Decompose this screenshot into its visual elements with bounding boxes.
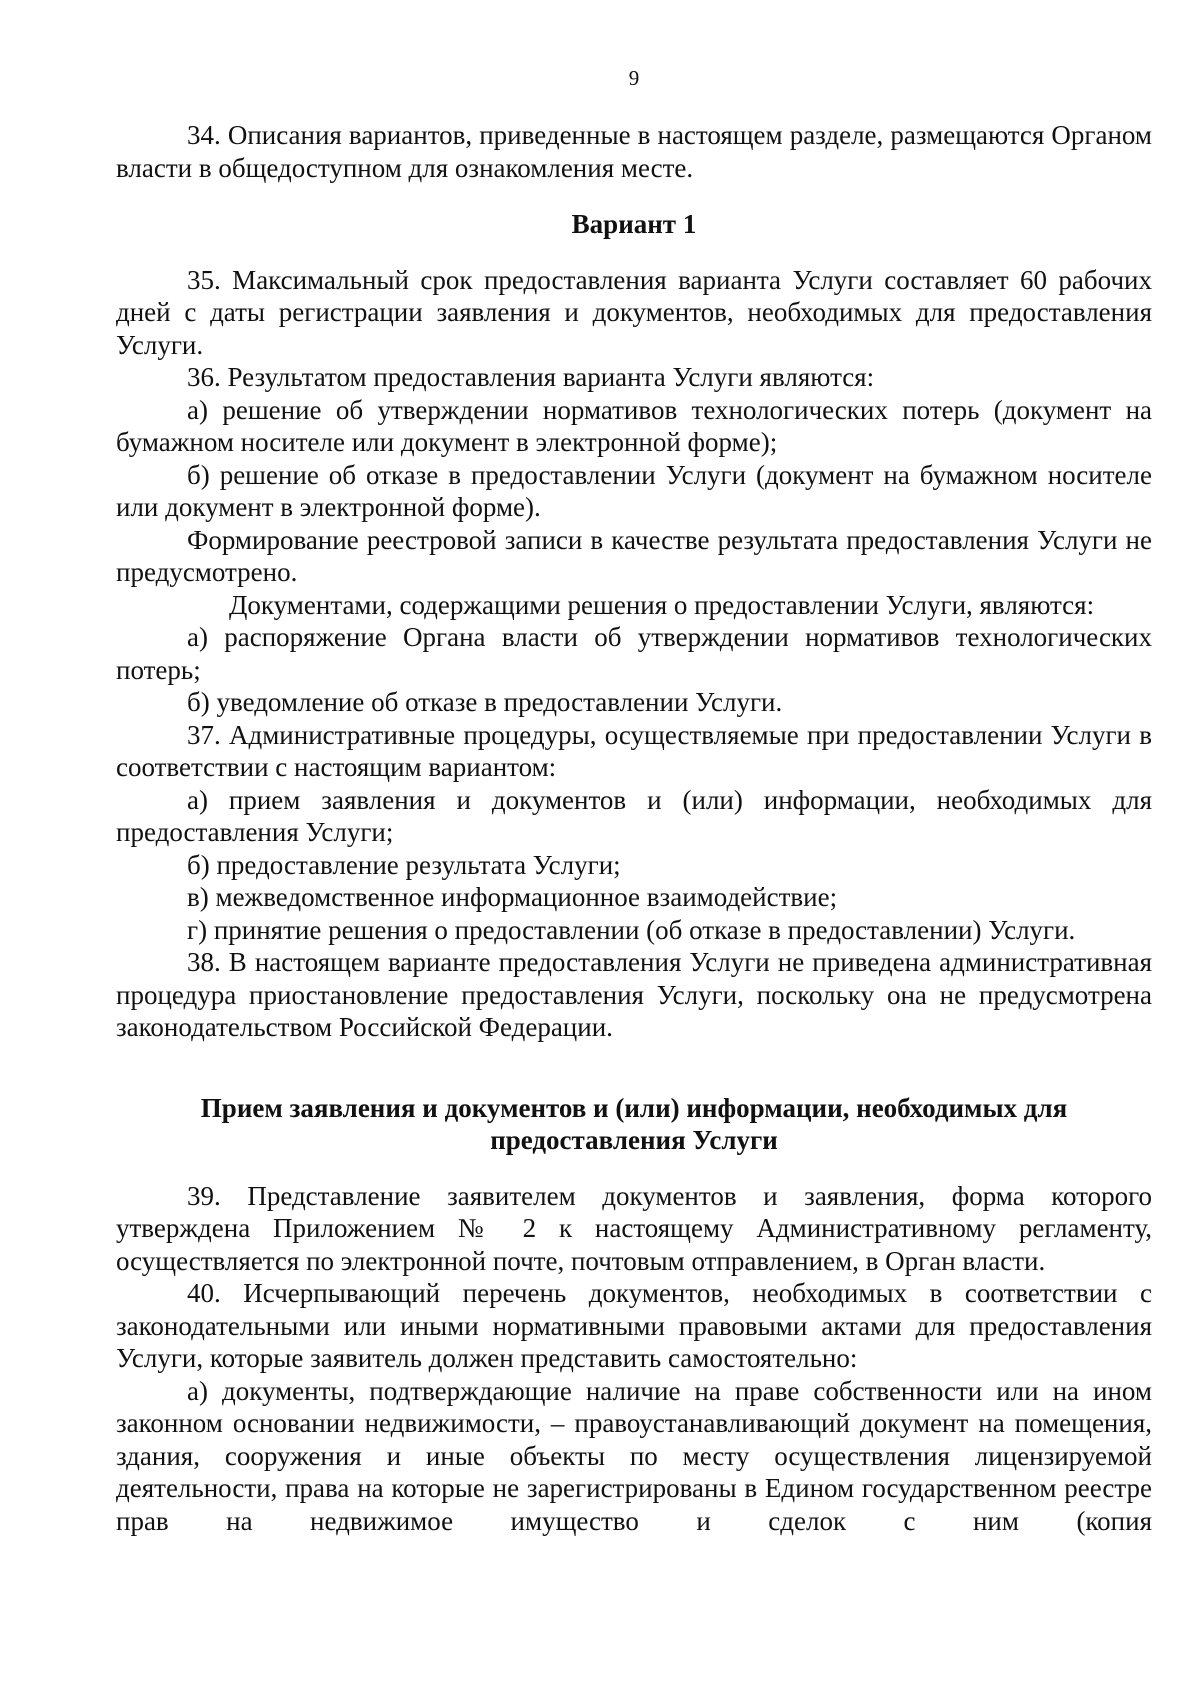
paragraph-36: 36. Результатом предоставления варианта Услуги являются:	[187, 362, 875, 392]
paragraph-37-b: б) предоставление результата Услуги;	[187, 849, 621, 880]
page-number: 9	[628, 66, 640, 90]
paragraph-40: 40. Исчерпывающий перечень документов, необходимых в соответствии с законодательными или иными нормативными правовыми актами для предоставления Услуги, которые заявитель должен представить самостоятельно:	[116, 1278, 1152, 1373]
paragraph-34: 34. Описания вариантов, приведенные в настоящем разделе, размещаются Органом власти в общедоступном для ознакомления месте.	[116, 120, 1152, 183]
paragraph-37-v: в) межведомственное информационное взаимодействие;	[187, 882, 838, 912]
paragraph-40-a: а) документы, подтверждающие наличие на праве собственности или на ином законном основании недвижимости, – правоустанавливающий документ на помещения, здания, сооружения и иные объекты по месту осуществления лицензируемой деятельности, права на которые не зарегистрированы в Едином государственном реестре прав на недвижимое имущество и сделок с ним (копия	[116, 1375, 1152, 1536]
paragraph-37-g: г) принятие решения о предоставлении (об отказе в предоставлении) Услуги.	[187, 914, 1076, 945]
paragraph-36-a: а) решение об утверждении нормативов технологических потерь (документ на бумажном носителе или документ в электронной форме);	[116, 394, 1152, 457]
heading-variant-1: Вариант 1	[571, 209, 697, 239]
paragraph-decision-a: а) распоряжение Органа власти об утверждении нормативов технологических потерь;	[116, 622, 1152, 685]
paragraph-decision-b: б) уведомление об отказе в предоставлении Услуги.	[187, 687, 783, 717]
paragraph-decision-documents: Документами, содержащими решения о предоставлении Услуги, являются:	[229, 589, 1095, 620]
paragraph-39: 39. Представление заявителем документов и заявления, форма которого утверждена Приложением № 2 к настоящему Административному регламенту, осуществляется по электронной почте, почтовым отправлением, в Орган власти.	[116, 1180, 1152, 1276]
paragraph-35: 35. Максимальный срок предоставления варианта Услуги составляет 60 рабочих дней с даты регистрации заявления и документов, необходимых для предоставления Услуги.	[116, 264, 1152, 360]
paragraph-38: 38. В настоящем варианте предоставления Услуги не приведена административная процедура приостановление предоставления Услуги, поскольку она не предусмотрена законодательством Российской Федерации.	[116, 947, 1152, 1042]
paragraph-36-b: б) решение об отказе в предоставлении Услуги (документ на бумажном носителе или документ в электронной форме).	[116, 459, 1152, 522]
heading-application-intake: Прием заявления и документов и (или) информации, необходимых для предоставления Услуги	[200, 1092, 1068, 1155]
paragraph-registry-record: Формирование реестровой записи в качестве результата предоставления Услуги не предусмотрено.	[116, 524, 1152, 587]
paragraph-37-a: а) прием заявления и документов и (или) информации, необходимых для предоставления Услуги;	[116, 784, 1152, 847]
paragraph-37: 37. Административные процедуры, осуществляемые при предоставлении Услуги в соответствии с настоящим вариантом:	[116, 719, 1152, 782]
document-page	[116, 66, 1152, 1537]
